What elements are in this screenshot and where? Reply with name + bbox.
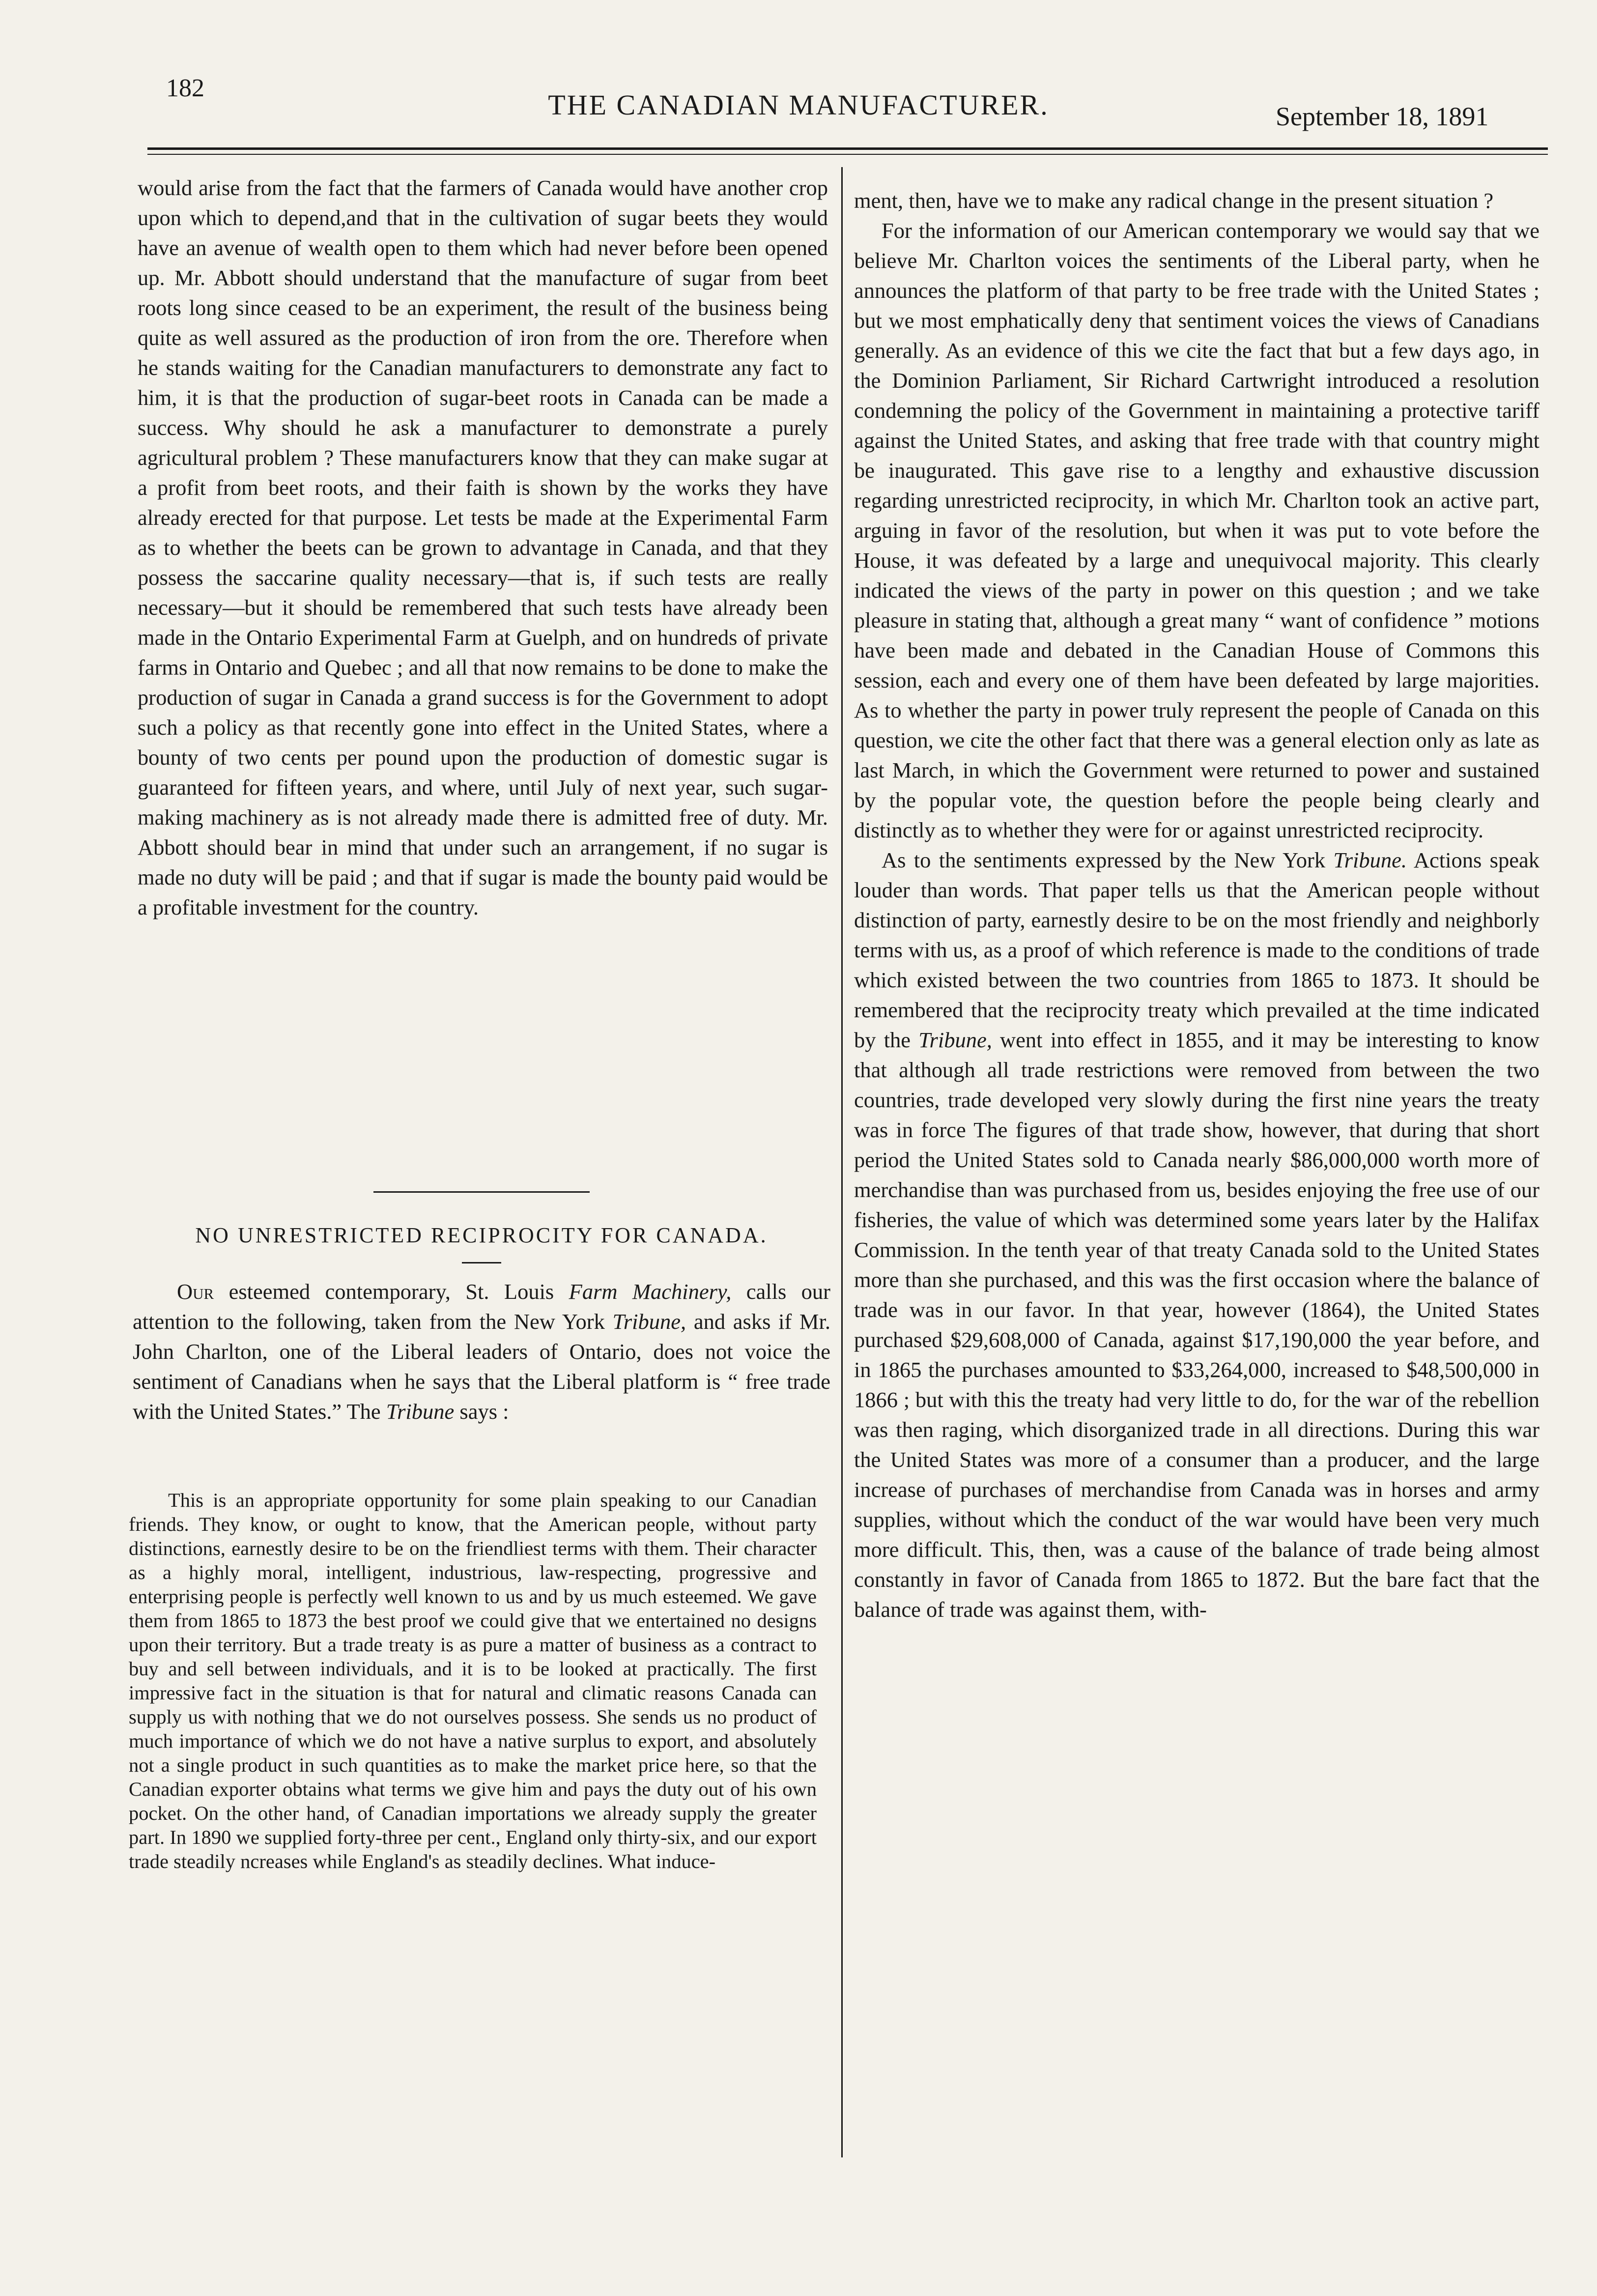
body-text: went into effect in 1855, and it may be interesting to know that although all trade restrictions were removed from between the two countries, trade developed very slowly during the first nine years the treaty was in force The figures of that trade show, however, that during that short period the United States sold to Canada nearly $86,000,000 worth more of merchandise than was purchased from us, besides enjoying the free use of our fisheries, the value of which was determined some years later by the Halifax Commission. In the tenth year of that treaty Canada sold to the United States more than she purchased, and this was the first occasion where the balance of trade was in our favor. In that year, however (1864), the United States purchased $29,608,000 of Canada, against $17,190,000 the year before, and in 1865 the purchases amounted to $33,264,000, increased to $48,500,000 in 1866 ; but with this the treaty had very little to do, for the war of the rebellion was then raging, which disorganized trade in all directions. During this war the United States was more of a consumer than a producer, and the large increase of purchases of merchandise from Canada was in horses and army supplies, without which the conduct of the war would have been very much more difficult. This, then, was a cause of the balance of trade being almost constantly in favor of Canada from 1865 to 1872. But the bare fact that the balance of trade was against them, with- bbox=[854, 1028, 1540, 1622]
publication-name: Farm Machinery, bbox=[569, 1279, 732, 1304]
column-divider bbox=[841, 167, 843, 2157]
quote-conclusion: ment, then, have we to make any radical change in the present situation ? bbox=[854, 188, 1494, 213]
publication-name: Tribune. bbox=[1333, 848, 1407, 872]
left-column-top bbox=[138, 173, 828, 922]
intro-text: esteemed contemporary, St. Louis bbox=[214, 1279, 569, 1304]
publication-name: Tribune, bbox=[612, 1309, 686, 1334]
intro-text: calls our attention to the following, taken from the New York bbox=[133, 1279, 830, 1334]
body-text: Actions speak louder than words. That paper tells us that the American people without distinction of party, earnestly desire to be on the most friendly and neighborly terms with us, as a proof of which reference is made to the conditions of trade which existed between the two countries from 1865 to 1873. It should be remembered that the reciprocity treaty which prevailed at the time indicated by the bbox=[854, 848, 1540, 1052]
quote-paragraph: This is an appropriate opportunity for some plain speaking to our Canadian friends. They know, or ought to know, that the American people, without party distinctions, earnestly desire to be on the friendliest terms with them. Their character as a highly moral, intelligent, industrious, law-respecting, progressive and enterprising people is perfectly well known to us and by us much esteemed. We gave them from 1865 to 1873 the best proof we could give that we entertained no designs upon their territory. But a trade treaty is as pure a matter of business as a contract to buy and sell between individuals, and it is to be looked at practically. The first impressive fact in the situation is that for natural and climatic reasons Canada can supply us with nothing that we do not ourselves possess. She sends us no product of much importance of which we do not have a native surplus to export, and absolutely not a single product in such quantities as to make the market price here, so that the Canadian exporter obtains what terms we give him and pays the duty out of his own pocket. On the other hand, of Canadian importations we already supply the greater part. In 1890 we supplied forty-three per cent., England only thirty-six, and our export trade steadily ncreases while England's as steadily declines. What induce- bbox=[129, 1489, 817, 1872]
publication-name: Tribune bbox=[386, 1399, 455, 1424]
issue-date: September 18, 1891 bbox=[1276, 102, 1489, 131]
tribune-quote bbox=[129, 1488, 817, 1873]
intro-text: says : bbox=[454, 1399, 509, 1424]
body-text: As to the sentiments expressed by the New York bbox=[882, 848, 1334, 872]
response-paragraph: For the information of our American contemporary we would say that we believe Mr. Charlton voices the sentiments of the Liberal party, when he announces the platform of that party to be free trade with the United States ; but we most emphatically deny that sentiment voices the views of Canadians generally. As an evidence of this we cite the fact that but a few days ago, in the Dominion Parliament, Sir Richard Cartwright introduced a resolution condemning the policy of the Government in maintaining a protective tariff against the United States, and asking that free trade with that country might be inaugurated. This gave rise to a lengthy and exhaustive discussion regarding unrestricted reciprocity, in which Mr. Charlton took an active part, arguing in favor of the resolution, but when it was put to vote before the House, it was defeated by a large and unequivocal majority. This clearly indicated the views of the party in power on this question ; and we take pleasure in stating that, although a great many “ want of confidence ” motions have been made and debated in the Canadian House of Commons this session, each and every one of them have been defeated by large majorities. As to whether the party in power truly represent the people of Canada on this question, we cite the other fact that there was a general election only as late as last March, in which the Government were returned to power and sustained by the popular vote, the question before the people being clearly and distinctly as to whether they were for or against unrestricted reciprocity. bbox=[854, 218, 1540, 842]
header-rule-thin bbox=[147, 154, 1548, 155]
intro-paragraph bbox=[133, 1277, 830, 1427]
article-continuation: would arise from the fact that the farmers of Canada would have another crop upon which to depend,and that in the cultivation of sugar beets they would have an avenue of wealth open to them which had never before been opened up. Mr. Abbott should understand that the manufacture of sugar from beet roots long since ceased to be an experiment, the result of the business being quite as well assured as the production of iron from the ore. Therefore when he stands waiting for the Canadian manufacturers to demonstrate any fact to him, it is that the production of sugar-beet roots in Canada can be made a success. Why should he ask a manufacturer to demonstrate a purely agricultural problem ? These manufacturers know that they can make sugar at a profit from beet roots, and their faith is shown by the works they have already erected for that purpose. Let tests be made at the Experimental Farm as to whether the beets can be grown to advantage in Canada, and that they possess the saccarine quality necessary—that is, if such tests are really necessary—but it should be remembered that such tests have already been made in the Ontario Experimental Farm at Guelph, and on hundreds of private farms in Ontario and Quebec ; and all that now remains to be done to make the production of sugar in Canada a grand success is for the Government to adopt such a policy as that recently gone into effect in the United States, where a bounty of two cents per pound upon the production of domestic sugar is guaranteed for fifteen years, and where, until July of next year, such sugar-making machinery as is not already made there is admitted free of duty. Mr. Abbott should bear in mind that under such an arrangement, if no sugar is made no duty will be paid ; and that if sugar is made the bounty paid would be a profitable investment for the country. bbox=[138, 175, 828, 919]
publication-name: Tribune, bbox=[918, 1028, 992, 1052]
right-column bbox=[854, 186, 1540, 1625]
article-intro bbox=[133, 1277, 830, 1427]
headline-underline bbox=[462, 1262, 501, 1263]
masthead-title: THE CANADIAN MANUFACTURER. bbox=[548, 89, 1049, 121]
header-rule bbox=[147, 147, 1548, 150]
section-divider bbox=[373, 1191, 590, 1193]
intro-text: and asks if Mr. John Charlton, one of the Liberal leaders of Ontario, does not voice the sentiment of Canadians when he says that the Liberal platform is “ free trade with the United States.” The bbox=[133, 1309, 830, 1424]
dropcap-word: Our bbox=[177, 1279, 214, 1304]
page-number: 182 bbox=[166, 74, 204, 102]
article-headline: NO UNRESTRICTED RECIPROCITY FOR CANADA. bbox=[195, 1223, 768, 1247]
tribune-paragraph bbox=[854, 845, 1540, 1625]
